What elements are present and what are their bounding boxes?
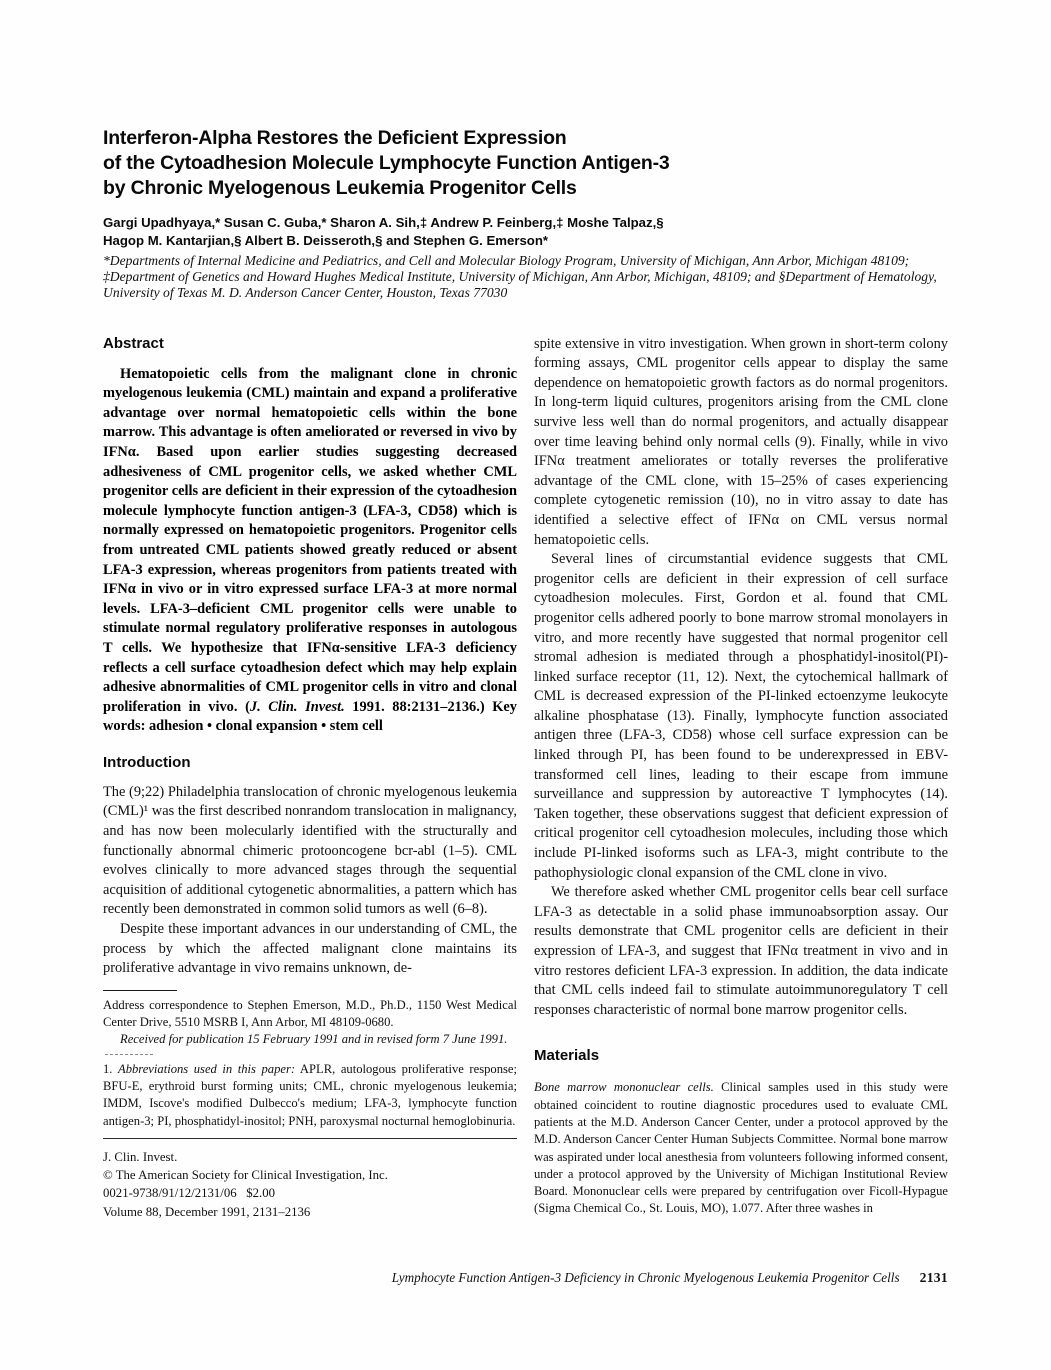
body-paragraph-2: Several lines of circumstantial evidence suggests that CML progenitor cells are deficient in their expression of cell surface cytoadhesion molecules. First, Gordon et al. found that CML progenitor cells adhered poorly to bone marrow stromal monolayers in vitro, and more recently have suggested that normal progenitor cell stromal adhesion is mediated through a phosphatidyl-inositol(PI)-linked surface receptor (11, 12). Next, the cytochemical hallmark of CML is decreased expression of the PI-linked ectoenzyme leukocyte alkaline phosphatase (13). Finally, lymphocyte function associated antigen three (LFA-3, CD58) whose cell surface expression can be linked through PI, has been found to be underexpressed in EBV-transformed cell lines, leading to their escape from immune surveillance and suppression by autoreactive T lymphocytes (14). Taken together, these observations suggest that deficient expression of critical progenitor cell cytoadhesion molecules, including those which include PI-linked isoforms such as LFA-3, might contribute to the pathophysiologic clonal expansion of the CML clone in vivo. xyxy=(534,551,948,881)
introduction-paragraph-2: Despite these important advances in our understanding of CML, the process by which the affected malignant clone maintains its proliferative advantage in vivo remains unknown, de- xyxy=(103,921,517,977)
right-column xyxy=(534,335,948,1221)
page-number: 2131 xyxy=(919,1270,948,1285)
introduction-heading: Introduction xyxy=(103,753,191,771)
body-paragraph-3: We therefore asked whether CML progenitor cells bear cell surface LFA-3 as detectable in a solid phase immunoabsorption assay. Our results demonstrate that CML progenitor cells are deficient in their expression of LFA-3, and suggest that IFNα treatment in vivo and in vitro restores deficient LFA-3 expression. In addition, the data indicate that CML cells indeed fail to stimulate autoimmunoregulatory T cell responses characteristic of normal bone marrow progenitor cells. xyxy=(534,884,948,1018)
issn-price-line: 0021-9738/91/12/2131/06 $2.00 xyxy=(103,1186,276,1201)
received-note: Received for publication 15 February 1991 and in revised form 7 June 1991. xyxy=(120,1032,508,1047)
abstract-citation-journal: J. Clin. Invest. xyxy=(249,698,345,715)
title-line-2: of the Cytoadhesion Molecule Lymphocyte Function Antigen-3 xyxy=(103,152,670,174)
journal-info-rule xyxy=(103,1138,517,1139)
authors-line-1: Gargi Upadhyaya,* Susan C. Guba,* Sharon A. Sih,‡ Andrew P. Feinberg,‡ Moshe Talpaz,§ xyxy=(103,215,664,230)
journal-info-block xyxy=(103,1148,517,1221)
scan-dash-artifact xyxy=(105,1054,153,1055)
title-line-1: Interferon-Alpha Restores the Deficient Expression xyxy=(103,127,567,149)
materials-body xyxy=(534,1079,948,1217)
volume-line: Volume 88, December 1991, 2131–2136 xyxy=(103,1204,311,1219)
left-column xyxy=(103,335,517,1221)
abbreviations-footnote xyxy=(103,1061,517,1130)
author-list xyxy=(103,214,948,250)
abstract-text: Hematopoietic cells from the malignant clone in chronic myelogenous leukemia (CML) maintain and expand a proliferative advantage over normal hematopoietic cells within the bone marrow. This advantage is often ameliorated or reversed in vivo by IFNα. Based upon earlier studies suggesting decreased adhesiveness of CML progenitor cells, we asked whether CML progenitor cells are deficient in their expression of the cytoadhesion molecule lymphocyte function antigen-3 (LFA-3, CD58) which is normally expressed on hematopoietic progenitors. Progenitor cells from untreated CML patients showed greatly reduced or absent LFA-3 expression, whereas progenitors from patients treated with IFNα in vivo or in vitro expressed surface LFA-3 at more normal levels. LFA-3–deficient CML progenitor cells were unable to stimulate normal regulatory proliferative responses in autologous T cells. We hypothesize that IFNα-sensitive LFA-3 deficiency reflects a cell surface cytoadhesion defect which may help explain adhesive abnormalities of CML progenitor cells in vitro and clonal proliferation in vivo. ( xyxy=(103,365,517,715)
materials-text: Clinical samples used in this study were obtained coincident to routine diagnostic procedures used to evaluate CML patients at the M.D. Anderson Cancer Center, under a protocol approved by the M.D. Anderson Cancer Center Human Subjects Committee. Normal bone marrow was aspirated under local anesthesia from volunteers following informed consent, under a protocol approved by the University of Michigan Institutional Review Board. Mononuclear cells were prepared by centrifugation over Ficoll-Hypague (Sigma Chemical Co., St. Louis, MO), 1.077. After three washes in xyxy=(534,1080,948,1216)
title-line-3: by Chronic Myelogenous Leukemia Progenitor Cells xyxy=(103,177,577,199)
affiliations: *Departments of Internal Medicine and Pediatrics, and Cell and Molecular Biology Program, University of Michigan, Ann Arbor, Michigan 48109; ‡Department of Genetics and Howard Hughes Medical Institute, University of Michigan, Ann Arbor, Michigan, 48109; and §Department of Hematology, University of Texas M. D. Anderson Cancer Center, Houston, Texas 77030 xyxy=(103,253,937,301)
journal-name: J. Clin. Invest. xyxy=(103,1149,178,1164)
abbrev-lead-italic: Abbreviations used in this paper: xyxy=(118,1061,296,1076)
article-title xyxy=(103,126,948,201)
footnote-separator-rule xyxy=(103,990,177,991)
abbrev-number: 1. xyxy=(103,1061,118,1076)
correspondence-note: Address correspondence to Stephen Emerson, M.D., Ph.D., 1150 West Medical Center Drive, 5510 MSRB I, Ann Arbor, MI 48109-0680. xyxy=(103,997,517,1030)
abstract-heading: Abstract xyxy=(103,334,164,352)
abstract-citation-rest: 1991. 88:2131–2136.) Key words: adhesion • clonal expansion • stem cell xyxy=(103,698,518,735)
authors-line-2: Hagop M. Kantarjian,§ Albert B. Deisseroth,§ and Stephen G. Emerson* xyxy=(103,233,549,248)
introduction-paragraph-1: The (9;22) Philadelphia translocation of chronic myelogenous leukemia (CML)¹ was the first described nonrandom translocation in malignancy, and has now been molecularly identified with the structurally and functionally abnormal chimeric protooncogene bcr-abl (1–5). CML evolves clinically to more advanced stages through the sequential acquisition of additional cytogenetic abnormalities, a pattern which has recently been demonstrated in common solid tumors as well (6–8). xyxy=(103,783,517,918)
materials-heading: Materials xyxy=(534,1047,600,1065)
two-column-body xyxy=(103,335,948,1221)
copyright-line: © The American Society for Clinical Investigation, Inc. xyxy=(103,1168,388,1183)
page-content xyxy=(103,0,948,1221)
abbrev-list: APLR, autologous proliferative response; BFU-E, erythroid burst forming units; CML, chronic myelogenous leukemia; IMDM, Iscove's modified Dulbecco's medium; LFA-3, lymphocyte function antigen-3; PI, phosphatidyl-inositol; PNH, paroxysmal nocturnal hemoglobinuria. xyxy=(103,1061,517,1128)
body-paragraph-continued: spite extensive in vitro investigation. When grown in short-term colony forming assays, CML progenitor cells appear to display the same dependence on hematopoietic growth factors as do normal progenitors. In long-term liquid cultures, progenitors arising from the CML clone survive less well than do normal progenitors, and actually disappear over time leaving behind only normal cells (9). Finally, while in vivo IFNα treatment ameliorates or totally reverses the proliferative advantage of the CML clone, with 15–25% of cases experiencing complete cytogenetic remission (10), no in vitro assay to date has identified a selective effect of IFNα on CML versus normal hematopoietic cells. xyxy=(534,335,948,548)
abstract-body xyxy=(103,365,517,737)
materials-lead-italic: Bone marrow mononuclear cells. xyxy=(534,1080,714,1095)
running-footer xyxy=(103,1270,948,1286)
running-title: Lymphocyte Function Antigen-3 Deficiency in Chronic Myelogenous Leukemia Progenitor Cells xyxy=(391,1270,900,1285)
